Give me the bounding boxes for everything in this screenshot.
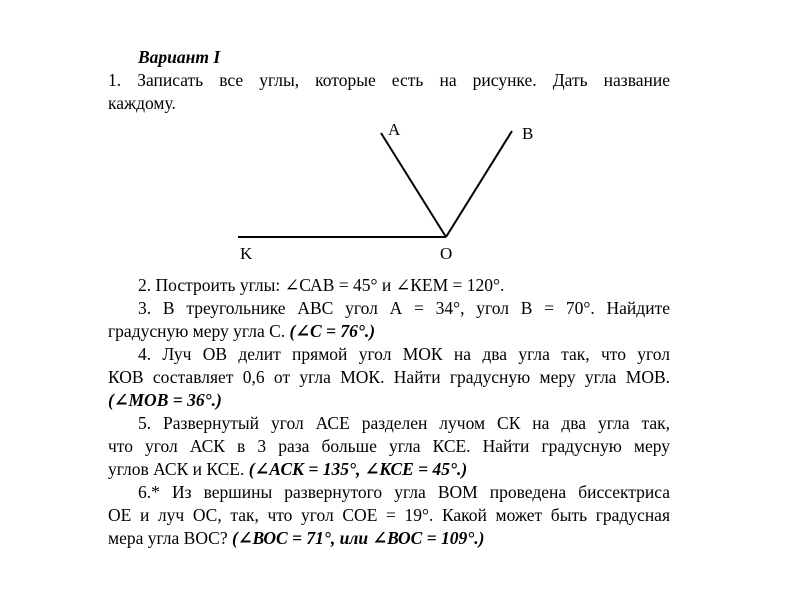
task1-line2: каждому. [108, 93, 176, 113]
label-b: B [522, 124, 534, 143]
task6-text: мера угла ВОС? [108, 528, 228, 548]
variant-heading: Вариант I [138, 47, 221, 67]
task5-text: углов АСК и КСЕ. [108, 459, 245, 479]
task5-line1: 5. Развернутый угол АСЕ разделен лучом СК на два угла так, [138, 413, 670, 433]
task3-answer: (∠С = 76°.) [289, 321, 376, 341]
label-o: O [440, 244, 453, 263]
task1-line1: 1. Записать все углы, которые есть на рисунке. Дать название [108, 70, 670, 90]
task3-line1: 3. В треугольнике ABC угол А = 34°, угол В = 70°. Найдите [138, 298, 670, 318]
task5-line3 [108, 458, 670, 481]
task2-line1: 2. Построить углы: ∠САВ = 45° и ∠КЕМ = 120°. [138, 275, 505, 295]
label-a: A [388, 120, 401, 139]
task4-answer: (∠МОВ = 36°.) [108, 390, 222, 410]
task6-line1: 6.* Из вершины развернутого угла ВОМ проведена биссектриса [138, 482, 670, 502]
task3-line2 [108, 320, 670, 343]
task6-answer: (∠ВОС = 71°, или ∠ВОС = 109°.) [232, 528, 485, 548]
ray-oa [381, 133, 446, 237]
task4-line1: 4. Луч ОВ делит прямой угол МОК на два угла так, что угол [138, 344, 670, 364]
task3-text: градусную меру угла С. [108, 321, 286, 341]
task6-line2: ОЕ и луч ОС, так, что угол СОЕ = 19°. Какой может быть градусная [108, 505, 670, 525]
ray-ob [446, 131, 512, 237]
label-k: K [240, 244, 253, 263]
task6-line3 [108, 527, 670, 550]
task4-line2: КОВ составляет 0,6 от угла МОК. Найти градусную меру угла МОВ. [108, 367, 670, 387]
task5-answer: (∠АСК = 135°, ∠КСЕ = 45°.) [248, 459, 468, 479]
task5-line2: что угол АСК в 3 раза больше угла КСЕ. Найти градусную меру [108, 436, 670, 456]
task4-answer-line [108, 389, 670, 412]
